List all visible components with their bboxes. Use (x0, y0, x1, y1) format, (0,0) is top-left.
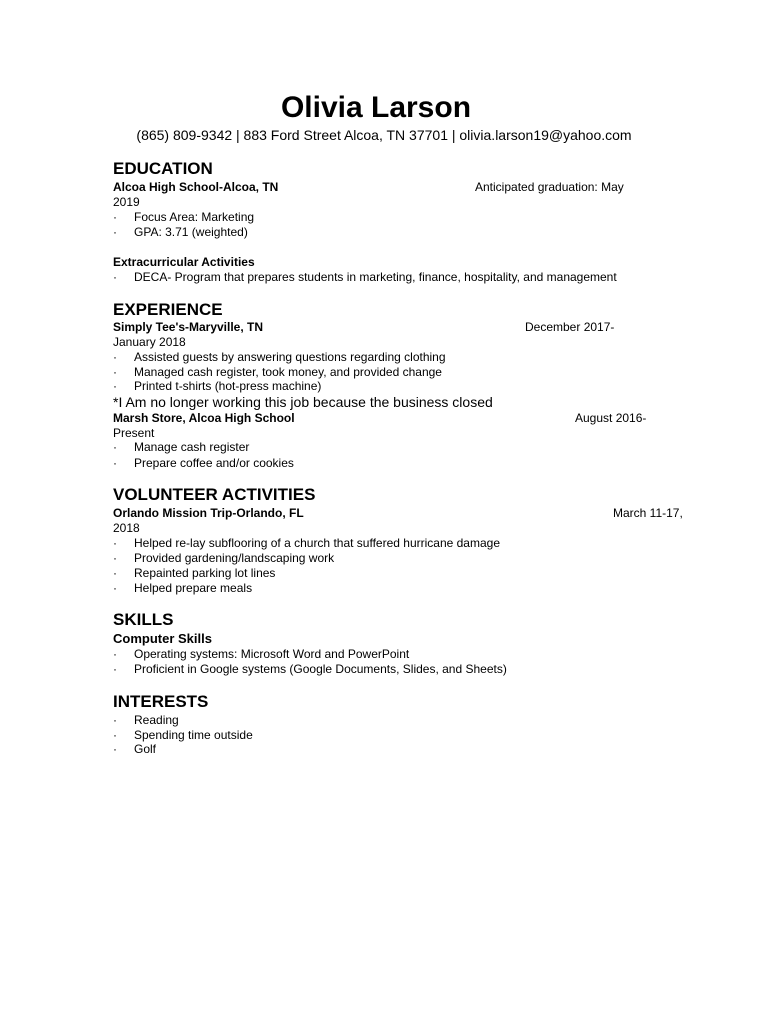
bullet-icon: · (113, 742, 117, 756)
list-item-text: Assisted guests by answering questions regarding clothing (134, 350, 446, 364)
job-title: Marsh Store, Alcoa High School (113, 411, 295, 425)
list-item (113, 647, 409, 661)
list-item-text: GPA: 3.71 (weighted) (134, 225, 248, 239)
volunteer-title: Orlando Mission Trip-Orlando, FL (113, 506, 304, 520)
bullet-icon: · (113, 210, 117, 224)
list-item (113, 566, 275, 580)
interests-heading: INTERESTS (113, 692, 209, 711)
list-item-text: DECA- Program that prepares students in marketing, finance, hospitality, and management (134, 270, 617, 284)
bullet-icon: · (113, 647, 117, 661)
list-item (113, 270, 617, 284)
list-item-text: Operating systems: Microsoft Word and PowerPoint (134, 647, 410, 661)
list-item-text: Spending time outside (134, 728, 253, 742)
list-item-text: Printed t-shirts (hot-press machine) (134, 379, 322, 393)
education-heading: EDUCATION (113, 159, 213, 178)
list-item (113, 440, 249, 454)
list-item-text: Focus Area: Marketing (134, 210, 255, 224)
education-date: Anticipated graduation: May (475, 180, 624, 194)
job-date: December 2017- (525, 320, 615, 334)
list-item (113, 713, 179, 727)
bullet-icon: · (113, 365, 117, 379)
bullet-icon: · (113, 440, 117, 454)
bullet-icon: · (113, 379, 117, 393)
job-title: Simply Tee's-Maryville, TN (113, 320, 264, 334)
bullet-icon: · (113, 581, 117, 595)
list-item (113, 350, 446, 364)
list-item-text: Manage cash register (134, 440, 250, 454)
bullet-icon: · (113, 350, 117, 364)
education-school: Alcoa High School-Alcoa, TN (113, 180, 279, 194)
experience-heading: EXPERIENCE (113, 300, 223, 319)
list-item-text: Proficient in Google systems (Google Documents, Slides, and Sheets) (134, 662, 507, 676)
volunteer-date-cont: 2018 (113, 521, 140, 535)
list-item-text: Helped prepare meals (134, 581, 253, 595)
list-item-text: Repainted parking lot lines (134, 566, 276, 580)
list-item-text: Prepare coffee and/or cookies (134, 456, 294, 470)
skills-subheading: Computer Skills (113, 631, 212, 646)
list-item (113, 210, 254, 224)
list-item (113, 536, 500, 550)
extracurricular-heading: Extracurricular Activities (113, 255, 255, 269)
list-item (113, 581, 252, 595)
list-item-text: Helped re-lay subflooring of a church that suffered hurricane damage (134, 536, 500, 550)
education-date-cont: 2019 (113, 195, 140, 209)
list-item-text: Provided gardening/landscaping work (134, 551, 335, 565)
list-item (113, 379, 321, 393)
list-item (113, 742, 156, 756)
list-item (113, 662, 507, 676)
bullet-icon: · (113, 551, 117, 565)
skills-heading: SKILLS (113, 610, 174, 629)
bullet-icon: · (113, 536, 117, 550)
list-item-text: Golf (134, 742, 157, 756)
bullet-icon: · (113, 456, 117, 470)
list-item (113, 456, 294, 470)
bullet-icon: · (113, 728, 117, 742)
bullet-icon: · (113, 662, 117, 676)
list-item-text: Managed cash register, took money, and provided change (134, 365, 442, 379)
bullet-icon: · (113, 713, 117, 727)
list-item (113, 551, 334, 565)
list-item (113, 728, 253, 742)
list-item-text: Reading (134, 713, 179, 727)
job-date-cont: January 2018 (113, 335, 186, 349)
volunteer-date: March 11-17, (613, 506, 683, 520)
job-note: *I Am no longer working this job because the business closed (113, 394, 493, 410)
bullet-icon: · (113, 566, 117, 580)
list-item (113, 225, 248, 239)
bullet-icon: · (113, 270, 117, 284)
contact-line: (865) 809-9342 | 883 Ford Street Alcoa, TN 37701 | olivia.larson19@yahoo.com (136, 127, 632, 143)
resume-name: Olivia Larson (280, 91, 472, 124)
job-date: August 2016- (575, 411, 647, 425)
job-date-cont: Present (113, 426, 155, 440)
list-item (113, 365, 442, 379)
bullet-icon: · (113, 225, 117, 239)
volunteer-heading: VOLUNTEER ACTIVITIES (113, 485, 316, 504)
